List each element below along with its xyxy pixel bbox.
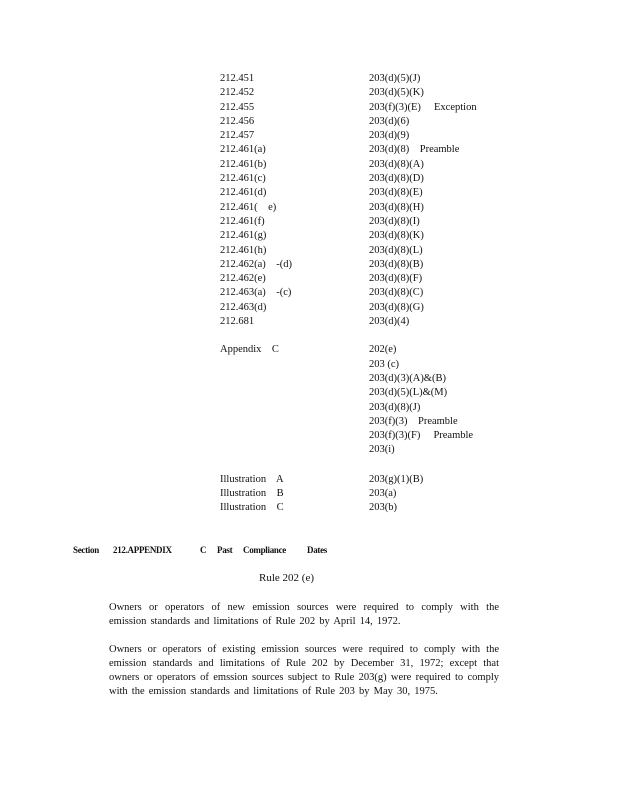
illustration-row xyxy=(220,473,520,487)
section-number-cell: 212.681 xyxy=(220,316,255,328)
section-number-cell: 212.461(f) xyxy=(220,215,265,227)
section-word-compliance: Compliance xyxy=(243,545,286,555)
illustration-ref: 203(b) xyxy=(369,502,397,514)
section-number-cell: 212.461(g) xyxy=(220,230,267,242)
table-row xyxy=(220,315,520,329)
section-number-cell: 212.462(a) -(d) xyxy=(220,258,293,270)
appendix-ref: 203(d)(8)(J) xyxy=(369,401,421,413)
illustration-block xyxy=(220,473,520,516)
rule-reference-cell: 203(d)(8)(E) xyxy=(369,187,423,199)
section-rows xyxy=(220,72,520,329)
section-word-past: Past xyxy=(217,545,233,555)
illustration-row xyxy=(220,501,520,515)
section-number-cell: 212.461(a) xyxy=(220,144,266,156)
rule-reference-cell: 203(d)(8)(H) xyxy=(369,201,424,213)
table-row xyxy=(220,229,520,243)
table-row xyxy=(220,172,520,186)
section-number-cell: 212.461(d) xyxy=(220,187,267,199)
table-row xyxy=(220,215,520,229)
rule-reference-cell: 203(d)(5)(K) xyxy=(369,87,424,99)
section-number: 212.APPENDIX xyxy=(113,545,172,555)
rule-reference-cell: 203(d)(8) Preamble xyxy=(369,144,460,156)
illustration-row xyxy=(220,487,520,501)
table-row xyxy=(220,272,520,286)
rule-title: Rule 202 (e) xyxy=(259,572,314,584)
section-word: Section xyxy=(73,545,99,555)
appendix-ref: 202(e) xyxy=(369,344,397,356)
paragraph-existing-sources: Owners or operators of existing emission sources were required to comply with the emission standards and limitations of Rule 202 by December 31, 1972; except that owners or operators of emssion sources subject to Rule 203(g) were required to comply with the emission standards and limitations of Rule 203 by May 30, 1975. xyxy=(109,644,499,697)
rule-reference-cell: 203(d)(8)(K) xyxy=(369,230,424,242)
section-number-cell: 212.455 xyxy=(220,101,255,113)
table-row xyxy=(220,72,520,86)
table-row xyxy=(220,301,520,315)
table-row xyxy=(220,86,520,100)
table-row xyxy=(220,101,520,115)
table-row xyxy=(220,258,520,272)
rule-reference-cell: 203(d)(8)(C) xyxy=(369,287,424,299)
table-row xyxy=(220,158,520,172)
section-number-cell: 212.461( e) xyxy=(220,201,277,213)
rule-reference-cell: 203(f)(3)(E) Exception xyxy=(369,101,477,113)
section-number-cell: 212.451 xyxy=(220,73,255,84)
illustration-label: Illustration B xyxy=(220,488,284,500)
section-number-cell: 212.456 xyxy=(220,115,255,127)
section-number-cell: 212.461(b) xyxy=(220,158,267,170)
section-number-cell: 212.457 xyxy=(220,130,255,142)
section-number-cell: 212.463(d) xyxy=(220,301,267,313)
illustration-ref: 203(g)(1)(B) xyxy=(369,473,424,485)
section-number-cell: 212.462(e) xyxy=(220,273,266,285)
rule-reference-cell: 203(d)(8)(G) xyxy=(369,301,424,313)
illustration-label: Illustration C xyxy=(220,502,284,514)
rule-reference-cell: 203(d)(8)(D) xyxy=(369,173,424,185)
section-number-cell: 212.461(h) xyxy=(220,244,267,256)
paragraph-new-sources: Owners or operators of new emission sources were required to comply with the emission standards and limitations of Rule 202 by April 14, 1972. xyxy=(109,602,499,627)
section-number-cell: 212.461(c) xyxy=(220,173,266,185)
illustration-ref: 203(a) xyxy=(369,488,397,500)
appendix-row xyxy=(220,343,520,357)
rule-reference-cell: 203(d)(9) xyxy=(369,130,410,142)
appendix-ref: 203(f)(3) Preamble xyxy=(369,415,458,427)
section-word-dates: Dates xyxy=(307,545,327,555)
appendix-ref: 203(d)(5)(L)&(M) xyxy=(369,387,448,399)
appendix-ref: 203(d)(3)(A)&(B) xyxy=(369,372,446,384)
table-row xyxy=(220,286,520,300)
cross-reference-table xyxy=(220,72,520,516)
section-number-cell: 212.452 xyxy=(220,87,255,99)
rule-reference-cell: 203(d)(8)(L) xyxy=(369,244,423,256)
table-row xyxy=(220,186,520,200)
section-letter: C xyxy=(200,545,207,555)
appendix-ref: 203(i) xyxy=(369,444,395,456)
appendix-label: Appendix C xyxy=(220,344,279,356)
rule-reference-cell: 203(d)(8)(F) xyxy=(369,273,423,285)
rule-reference-cell: 203(d)(4) xyxy=(369,316,410,328)
table-row xyxy=(220,129,520,143)
appendix-ref: 203(f)(3)(F) Preamble xyxy=(369,430,474,442)
illustration-label: Illustration A xyxy=(220,473,284,485)
table-row xyxy=(220,143,520,157)
table-row xyxy=(220,244,520,258)
rule-reference-cell: 203(d)(6) xyxy=(369,115,410,127)
section-number-cell: 212.463(a) -(c) xyxy=(220,287,292,299)
rule-reference-cell: 203(d)(8)(B) xyxy=(369,258,424,270)
rule-reference-cell: 203(d)(5)(J) xyxy=(369,73,421,84)
table-row xyxy=(220,115,520,129)
section-heading xyxy=(0,545,618,559)
table-row xyxy=(220,201,520,215)
rule-reference-cell: 203(d)(8)(A) xyxy=(369,158,424,170)
appendix-block xyxy=(220,343,520,457)
rule-reference-cell: 203(d)(8)(I) xyxy=(369,215,420,227)
appendix-ref: 203 (c) xyxy=(369,358,400,370)
